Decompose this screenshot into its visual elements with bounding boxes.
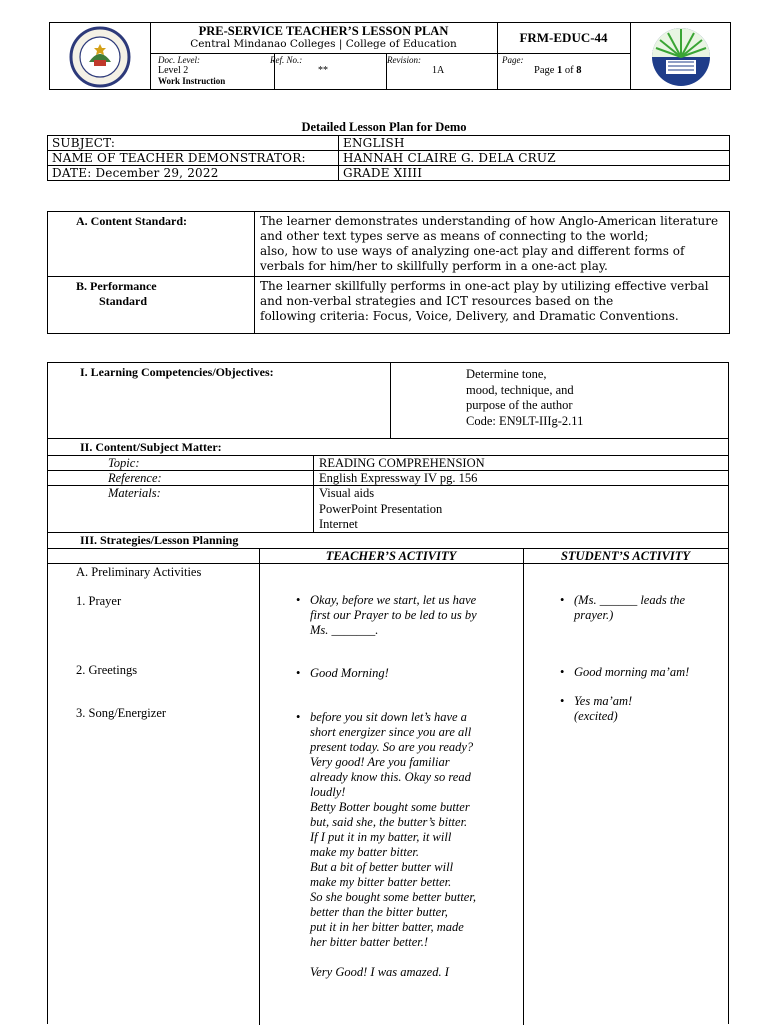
teacher-prayer: • Okay, before we start, let us have first our Prayer to be led to us by Ms. _______. <box>292 593 532 638</box>
page-number: Page 1 of 8 <box>534 65 582 76</box>
subject-value: ENGLISH <box>339 136 730 151</box>
topic-label: Topic: <box>108 456 140 470</box>
lesson-plan-table <box>47 362 729 1024</box>
content-standard-label-cell <box>48 212 255 277</box>
student-prayer: • (Ms. ______ leads the prayer.) <box>556 593 739 623</box>
performance-standard-label-cell: B. Performance Standard <box>48 277 255 334</box>
student-excited-reply: • Yes ma’am! (excited) <box>556 694 739 724</box>
page-label: Page: <box>502 55 524 65</box>
performance-standard-label: B. Performance <box>76 279 157 293</box>
form-code: FRM-EDUC-44 <box>519 30 608 45</box>
grade-value: GRADE XIIII <box>339 166 730 181</box>
revision-cell <box>382 53 497 89</box>
greetings-item: 2. Greetings <box>76 663 138 677</box>
date-row <box>48 166 730 181</box>
student-activity-header: STUDENT’S ACTIVITY <box>560 549 691 563</box>
doc-type: Work Instruction <box>158 76 226 86</box>
teacher-row <box>48 151 730 166</box>
form-title: PRE-SERVICE TEACHER’S LESSON PLAN <box>198 24 449 38</box>
ref-value: ** <box>318 65 328 76</box>
content-standard-text: The learner demonstrates understanding of how Anglo-American literature and other text types serve as means of connecting to the world; also, how to use ways of analyzing one-act play and different forms of verbals for him/her to skillfully perform in a one-act play. <box>255 212 730 277</box>
date-label: DATE: December 29, 2022 <box>48 166 339 181</box>
materials-label: Materials: <box>108 486 161 500</box>
revision-label: Revision: <box>387 55 421 65</box>
revision-value: 1A <box>432 65 445 76</box>
doc-level-label: Doc. Level: <box>158 55 200 65</box>
teacher-energizer: • before you sit down let’s have a short energizer since you are all present today. So are you ready? Very good! Are you familiar already know this. Okay so read loudly! Betty Botter bought some butter but, said she, the butter’s bitter. If I put it in my batter, it will make my batter bitter. But a bit of better butter will make my bitter batter better. So she bought some better butter, better than the bitter butter, put it in her bitter batter, made her bitter batter better.! Very Good! I was amazed. I <box>292 710 532 980</box>
student-greeting: • Good morning ma’am! <box>556 665 739 680</box>
document-title: Detailed Lesson Plan for Demo <box>301 120 467 134</box>
left-logo-cell <box>50 23 151 89</box>
prayer-item: 1. Prayer <box>76 594 122 608</box>
form-header <box>49 22 731 90</box>
performance-standard-row <box>48 277 730 334</box>
teacher-greeting: • Good Morning! <box>292 666 532 681</box>
teacher-activity-header: TEACHER’S ACTIVITY <box>325 549 457 563</box>
competencies-label: I. Learning Competencies/Objectives: <box>80 365 274 379</box>
code-block <box>497 23 631 89</box>
reference-value: English Expressway IV pg. 156 <box>319 471 478 485</box>
right-logo-cell <box>630 23 730 89</box>
competencies-label-cell <box>48 363 391 438</box>
title-block <box>150 23 498 89</box>
ref-label: Ref. No.: <box>270 55 303 65</box>
standards-table <box>47 211 730 334</box>
competencies-text: Determine tone, mood, technique, and purpose of the author Code: EN9LT-IIIg-2.11 <box>466 367 584 428</box>
subject-row <box>48 136 730 151</box>
teacher-label: NAME OF TEACHER DEMONSTRATOR: <box>48 151 339 166</box>
performance-standard-text: The learner skillfully performs in one-act play by utilizing effective verbal and non-verbal strategies and ICT resources based on the following criteria: Focus, Voice, Delivery, and Dramatic Conventions. <box>255 277 730 334</box>
ref-no-cell <box>266 53 387 89</box>
content-standard-row <box>48 212 730 277</box>
college-seal-icon <box>65 26 135 88</box>
strategies-label: III. Strategies/Lesson Planning <box>80 533 239 547</box>
page-cell <box>497 53 630 89</box>
reference-label: Reference: <box>108 471 162 485</box>
song-energizer-item: 3. Song/Energizer <box>76 706 167 720</box>
subject-label: SUBJECT: <box>48 136 339 151</box>
preliminary-activities: A. Preliminary Activities <box>76 565 202 579</box>
doc-level-value: Level 2 <box>158 65 189 76</box>
college-of-education-logo-icon <box>646 26 716 88</box>
doc-level-cell <box>150 53 275 89</box>
info-table <box>47 135 730 181</box>
form-subtitle: Central Mindanao Colleges | College of Education <box>190 38 457 50</box>
content-standard-label: A. Content Standard: <box>76 214 188 228</box>
topic-value: READING COMPREHENSION <box>319 456 485 470</box>
content-label: II. Content/Subject Matter: <box>80 440 222 454</box>
teacher-value: HANNAH CLAIRE G. DELA CRUZ <box>339 151 730 166</box>
materials-list: Visual aids PowerPoint Presentation Internet <box>319 486 443 531</box>
